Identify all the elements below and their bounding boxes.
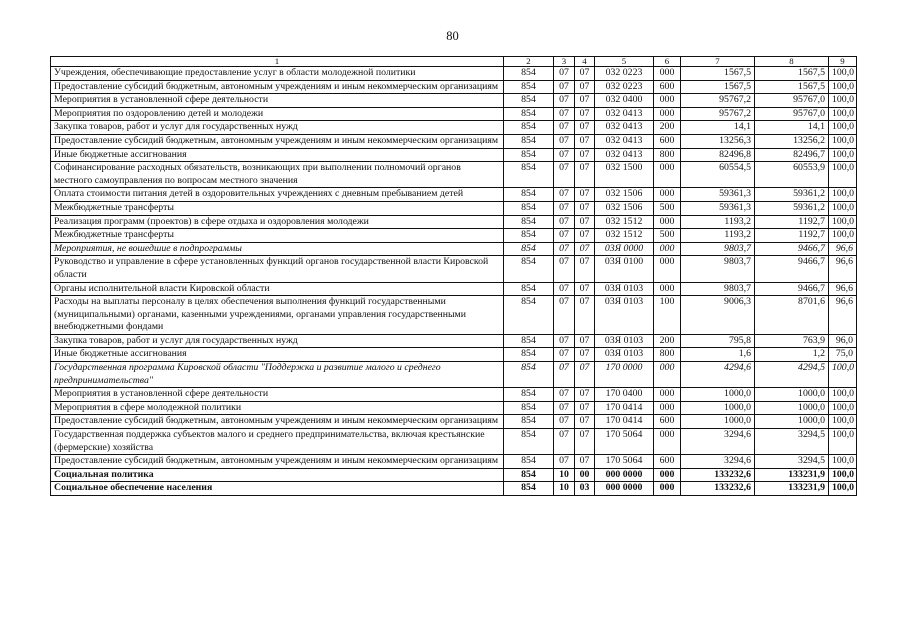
section-code: 07 xyxy=(554,256,575,282)
planned-amount: 59361,3 xyxy=(681,188,755,202)
section-code: 07 xyxy=(554,229,575,243)
planned-amount: 1000,0 xyxy=(681,401,755,415)
expense-name: Мероприятия по оздоровлению детей и молодежи xyxy=(51,107,504,121)
expense-type-code: 600 xyxy=(654,415,681,429)
execution-percent: 100,0 xyxy=(829,107,857,121)
ministry-code: 854 xyxy=(504,107,554,121)
executed-amount: 1192,7 xyxy=(755,229,829,243)
executed-amount: 8701,6 xyxy=(755,296,829,335)
section-code: 07 xyxy=(554,162,575,188)
execution-percent: 100,0 xyxy=(829,80,857,94)
subsection-code: 07 xyxy=(575,80,595,94)
planned-amount: 60554,5 xyxy=(681,162,755,188)
section-code: 07 xyxy=(554,415,575,429)
planned-amount: 82496,8 xyxy=(681,148,755,162)
execution-percent: 100,0 xyxy=(829,429,857,455)
expense-type-code: 000 xyxy=(654,67,681,81)
ministry-code: 854 xyxy=(504,242,554,256)
subsection-code: 07 xyxy=(575,348,595,362)
target-article-code: 032 0413 xyxy=(595,121,654,135)
table-row xyxy=(51,429,857,455)
target-article-code: 000 0000 xyxy=(595,468,654,482)
table-row xyxy=(51,242,857,256)
ministry-code: 854 xyxy=(504,134,554,148)
executed-amount: 82496,7 xyxy=(755,148,829,162)
expense-name: Учреждения, обеспечивающие предоставление услуг в области молодежной политики xyxy=(51,67,504,81)
subsection-code: 03 xyxy=(575,482,595,496)
target-article-code: 032 0223 xyxy=(595,80,654,94)
executed-amount: 1000,0 xyxy=(755,401,829,415)
planned-amount: 1193,2 xyxy=(681,229,755,243)
execution-percent: 100,0 xyxy=(829,229,857,243)
expense-type-code: 000 xyxy=(654,107,681,121)
execution-percent: 100,0 xyxy=(829,134,857,148)
executed-amount: 9466,7 xyxy=(755,256,829,282)
ministry-code: 854 xyxy=(504,201,554,215)
planned-amount: 9803,7 xyxy=(681,282,755,296)
subsection-code: 07 xyxy=(575,388,595,402)
table-row xyxy=(51,80,857,94)
expense-name: Межбюджетные трансферты xyxy=(51,229,504,243)
expense-type-code: 000 xyxy=(654,388,681,402)
expense-name: Иные бюджетные ассигнования xyxy=(51,348,504,362)
target-article-code: 032 1506 xyxy=(595,201,654,215)
execution-percent: 100,0 xyxy=(829,482,857,496)
table-row xyxy=(51,348,857,362)
expense-type-code: 600 xyxy=(654,80,681,94)
planned-amount: 3294,6 xyxy=(681,429,755,455)
executed-amount: 1000,0 xyxy=(755,388,829,402)
executed-amount: 59361,2 xyxy=(755,201,829,215)
planned-amount: 1193,2 xyxy=(681,215,755,229)
planned-amount: 3294,6 xyxy=(681,455,755,469)
section-code: 10 xyxy=(554,482,575,496)
table-row xyxy=(51,67,857,81)
ministry-code: 854 xyxy=(504,348,554,362)
section-code: 07 xyxy=(554,67,575,81)
ministry-code: 854 xyxy=(504,80,554,94)
executed-amount: 60553,9 xyxy=(755,162,829,188)
subsection-code: 07 xyxy=(575,162,595,188)
expense-type-code: 800 xyxy=(654,348,681,362)
planned-amount: 1,6 xyxy=(681,348,755,362)
target-article-code: 170 5064 xyxy=(595,455,654,469)
executed-amount: 1000,0 xyxy=(755,415,829,429)
planned-amount: 133232,6 xyxy=(681,482,755,496)
target-article-code: 032 0413 xyxy=(595,148,654,162)
expense-name: Софинансирование расходных обязательств, возникающих при выполнении полномочий органов местного самоуправления по вопросам местного значения xyxy=(51,162,504,188)
table-row xyxy=(51,415,857,429)
subsection-code: 07 xyxy=(575,415,595,429)
subsection-code: 07 xyxy=(575,134,595,148)
subsection-code: 07 xyxy=(575,334,595,348)
ministry-code: 854 xyxy=(504,296,554,335)
subsection-code: 07 xyxy=(575,148,595,162)
expense-name: Мероприятия в установленной сфере деятельности xyxy=(51,94,504,108)
subsection-code: 07 xyxy=(575,455,595,469)
table-row xyxy=(51,388,857,402)
ministry-code: 854 xyxy=(504,334,554,348)
target-article-code: 032 0413 xyxy=(595,107,654,121)
expense-name: Предоставление субсидий бюджетным, автономным учреждениям и иным некоммерческим организациям xyxy=(51,134,504,148)
executed-amount: 1567,5 xyxy=(755,80,829,94)
expense-name: Мероприятия, не вошедшие в подпрограммы xyxy=(51,242,504,256)
column-number: 1 xyxy=(51,57,504,67)
target-article-code: 032 1512 xyxy=(595,215,654,229)
target-article-code: 170 5064 xyxy=(595,429,654,455)
target-article-code: 03Я 0103 xyxy=(595,334,654,348)
section-code: 07 xyxy=(554,296,575,335)
section-code: 07 xyxy=(554,362,575,388)
page-number: 80 xyxy=(446,29,459,43)
target-article-code: 000 0000 xyxy=(595,482,654,496)
expense-name: Государственная программа Кировской области "Поддержка и развитие малого и среднего предпринимательства" xyxy=(51,362,504,388)
execution-percent: 96,6 xyxy=(829,242,857,256)
expense-name: Иные бюджетные ассигнования xyxy=(51,148,504,162)
execution-percent: 100,0 xyxy=(829,162,857,188)
column-number: 4 xyxy=(575,57,595,67)
ministry-code: 854 xyxy=(504,162,554,188)
section-code: 07 xyxy=(554,401,575,415)
section-code: 07 xyxy=(554,121,575,135)
execution-percent: 100,0 xyxy=(829,67,857,81)
section-code: 07 xyxy=(554,94,575,108)
subsection-code: 07 xyxy=(575,201,595,215)
planned-amount: 95767,2 xyxy=(681,107,755,121)
planned-amount: 9803,7 xyxy=(681,242,755,256)
execution-percent: 100,0 xyxy=(829,415,857,429)
executed-amount: 133231,9 xyxy=(755,468,829,482)
execution-percent: 96,6 xyxy=(829,296,857,335)
planned-amount: 795,8 xyxy=(681,334,755,348)
target-article-code: 032 0400 xyxy=(595,94,654,108)
table-row xyxy=(51,256,857,282)
ministry-code: 854 xyxy=(504,401,554,415)
expense-name: Закупка товаров, работ и услуг для государственных нужд xyxy=(51,334,504,348)
section-code: 07 xyxy=(554,334,575,348)
expense-name: Мероприятия в установленной сфере деятельности xyxy=(51,388,504,402)
execution-percent: 100,0 xyxy=(829,468,857,482)
expense-name: Социальная политика xyxy=(51,468,504,482)
column-number: 2 xyxy=(504,57,554,67)
subsection-code: 07 xyxy=(575,215,595,229)
target-article-code: 170 0414 xyxy=(595,401,654,415)
expense-type-code: 100 xyxy=(654,296,681,335)
expense-name: Органы исполнительной власти Кировской области xyxy=(51,282,504,296)
ministry-code: 854 xyxy=(504,215,554,229)
execution-percent: 96,0 xyxy=(829,334,857,348)
execution-percent: 100,0 xyxy=(829,188,857,202)
table-row xyxy=(51,107,857,121)
table-row xyxy=(51,455,857,469)
execution-percent: 75,0 xyxy=(829,348,857,362)
table-row xyxy=(51,296,857,335)
column-number: 8 xyxy=(755,57,829,67)
execution-percent: 100,0 xyxy=(829,121,857,135)
execution-percent: 100,0 xyxy=(829,215,857,229)
ministry-code: 854 xyxy=(504,148,554,162)
section-code: 07 xyxy=(554,188,575,202)
expense-type-code: 000 xyxy=(654,162,681,188)
expense-name: Предоставление субсидий бюджетным, автономным учреждениям и иным некоммерческим организациям xyxy=(51,455,504,469)
expense-name: Руководство и управление в сфере установленных функций органов государственной власти Кировской области xyxy=(51,256,504,282)
section-code: 07 xyxy=(554,148,575,162)
expense-type-code: 600 xyxy=(654,455,681,469)
target-article-code: 032 0413 xyxy=(595,134,654,148)
target-article-code: 03Я 0103 xyxy=(595,296,654,335)
expense-type-code: 000 xyxy=(654,242,681,256)
table-row xyxy=(51,94,857,108)
table-row xyxy=(51,188,857,202)
expense-name: Реализация программ (проектов) в сфере отдыха и оздоровления молодежи xyxy=(51,215,504,229)
table-row xyxy=(51,468,857,482)
subsection-code: 07 xyxy=(575,121,595,135)
ministry-code: 854 xyxy=(504,94,554,108)
target-article-code: 03Я 0103 xyxy=(595,348,654,362)
table-row xyxy=(51,215,857,229)
column-number: 9 xyxy=(829,57,857,67)
ministry-code: 854 xyxy=(504,188,554,202)
execution-percent: 100,0 xyxy=(829,148,857,162)
planned-amount: 9006,3 xyxy=(681,296,755,335)
planned-amount: 133232,6 xyxy=(681,468,755,482)
planned-amount: 59361,3 xyxy=(681,201,755,215)
target-article-code: 032 0223 xyxy=(595,67,654,81)
subsection-code: 07 xyxy=(575,67,595,81)
executed-amount: 763,9 xyxy=(755,334,829,348)
subsection-code: 07 xyxy=(575,296,595,335)
target-article-code: 032 1512 xyxy=(595,229,654,243)
execution-percent: 100,0 xyxy=(829,388,857,402)
expense-type-code: 000 xyxy=(654,482,681,496)
execution-percent: 96,6 xyxy=(829,282,857,296)
expense-type-code: 000 xyxy=(654,256,681,282)
execution-percent: 100,0 xyxy=(829,94,857,108)
execution-percent: 100,0 xyxy=(829,455,857,469)
expense-name: Предоставление субсидий бюджетным, автономным учреждениям и иным некоммерческим организациям xyxy=(51,415,504,429)
target-article-code: 03Я 0103 xyxy=(595,282,654,296)
executed-amount: 13256,2 xyxy=(755,134,829,148)
subsection-code: 07 xyxy=(575,362,595,388)
execution-percent: 100,0 xyxy=(829,401,857,415)
target-article-code: 03Я 0100 xyxy=(595,256,654,282)
planned-amount: 14,1 xyxy=(681,121,755,135)
budget-table xyxy=(50,56,857,496)
target-article-code: 170 0400 xyxy=(595,388,654,402)
expense-name: Расходы на выплаты персоналу в целях обеспечения выполнения функций государственными (муниципальными) органами, казенными учреждениями, органами управления государственными внебюджетными фондами xyxy=(51,296,504,335)
expense-type-code: 000 xyxy=(654,468,681,482)
expense-type-code: 000 xyxy=(654,215,681,229)
expense-type-code: 200 xyxy=(654,121,681,135)
target-article-code: 170 0414 xyxy=(595,415,654,429)
table-row xyxy=(51,148,857,162)
column-number: 5 xyxy=(595,57,654,67)
ministry-code: 854 xyxy=(504,415,554,429)
table-row xyxy=(51,282,857,296)
expense-type-code: 000 xyxy=(654,282,681,296)
subsection-code: 07 xyxy=(575,282,595,296)
executed-amount: 9466,7 xyxy=(755,242,829,256)
executed-amount: 59361,2 xyxy=(755,188,829,202)
expense-type-code: 500 xyxy=(654,201,681,215)
table-row xyxy=(51,121,857,135)
target-article-code: 03Я 0000 xyxy=(595,242,654,256)
expense-name: Социальное обеспечение населения xyxy=(51,482,504,496)
column-number: 6 xyxy=(654,57,681,67)
planned-amount: 1000,0 xyxy=(681,388,755,402)
section-code: 07 xyxy=(554,348,575,362)
section-code: 07 xyxy=(554,107,575,121)
expense-type-code: 000 xyxy=(654,429,681,455)
target-article-code: 032 1500 xyxy=(595,162,654,188)
table-row xyxy=(51,162,857,188)
table-row xyxy=(51,229,857,243)
section-code: 10 xyxy=(554,468,575,482)
ministry-code: 854 xyxy=(504,362,554,388)
ministry-code: 854 xyxy=(504,455,554,469)
expense-type-code: 000 xyxy=(654,94,681,108)
subsection-code: 07 xyxy=(575,242,595,256)
target-article-code: 032 1506 xyxy=(595,188,654,202)
table-row xyxy=(51,401,857,415)
executed-amount: 133231,9 xyxy=(755,482,829,496)
subsection-code: 07 xyxy=(575,107,595,121)
expense-type-code: 600 xyxy=(654,134,681,148)
ministry-code: 854 xyxy=(504,67,554,81)
executed-amount: 3294,5 xyxy=(755,429,829,455)
planned-amount: 13256,3 xyxy=(681,134,755,148)
ministry-code: 854 xyxy=(504,121,554,135)
executed-amount: 1192,7 xyxy=(755,215,829,229)
expense-name: Предоставление субсидий бюджетным, автономным учреждениям и иным некоммерческим организациям xyxy=(51,80,504,94)
section-code: 07 xyxy=(554,80,575,94)
section-code: 07 xyxy=(554,429,575,455)
planned-amount: 1000,0 xyxy=(681,415,755,429)
executed-amount: 95767,0 xyxy=(755,107,829,121)
section-code: 07 xyxy=(554,215,575,229)
executed-amount: 3294,5 xyxy=(755,455,829,469)
expense-name: Мероприятия в сфере молодежной политики xyxy=(51,401,504,415)
ministry-code: 854 xyxy=(504,282,554,296)
expense-name: Закупка товаров, работ и услуг для государственных нужд xyxy=(51,121,504,135)
planned-amount: 1567,5 xyxy=(681,67,755,81)
planned-amount: 1567,5 xyxy=(681,80,755,94)
planned-amount: 95767,2 xyxy=(681,94,755,108)
subsection-code: 07 xyxy=(575,429,595,455)
ministry-code: 854 xyxy=(504,256,554,282)
ministry-code: 854 xyxy=(504,229,554,243)
executed-amount: 4294,5 xyxy=(755,362,829,388)
execution-percent: 100,0 xyxy=(829,201,857,215)
section-code: 07 xyxy=(554,242,575,256)
column-number: 7 xyxy=(681,57,755,67)
subsection-code: 07 xyxy=(575,188,595,202)
expense-type-code: 000 xyxy=(654,362,681,388)
ministry-code: 854 xyxy=(504,388,554,402)
executed-amount: 14,1 xyxy=(755,121,829,135)
ministry-code: 854 xyxy=(504,482,554,496)
planned-amount: 9803,7 xyxy=(681,256,755,282)
subsection-code: 07 xyxy=(575,229,595,243)
ministry-code: 854 xyxy=(504,468,554,482)
expense-name: Оплата стоимости питания детей в оздоровительных учреждениях с дневным пребыванием детей xyxy=(51,188,504,202)
section-code: 07 xyxy=(554,388,575,402)
executed-amount: 9466,7 xyxy=(755,282,829,296)
expense-name: Межбюджетные трансферты xyxy=(51,201,504,215)
executed-amount: 1567,5 xyxy=(755,67,829,81)
executed-amount: 1,2 xyxy=(755,348,829,362)
expense-type-code: 000 xyxy=(654,188,681,202)
subsection-code: 07 xyxy=(575,94,595,108)
ministry-code: 854 xyxy=(504,429,554,455)
expense-type-code: 200 xyxy=(654,334,681,348)
expense-name: Государственная поддержка субъектов малого и среднего предпринимательства, включая крестьянские (фермерские) хозяйства xyxy=(51,429,504,455)
table-row xyxy=(51,362,857,388)
expense-type-code: 500 xyxy=(654,229,681,243)
subsection-code: 07 xyxy=(575,256,595,282)
section-code: 07 xyxy=(554,134,575,148)
table-row xyxy=(51,482,857,496)
table-row xyxy=(51,134,857,148)
execution-percent: 100,0 xyxy=(829,362,857,388)
execution-percent: 96,6 xyxy=(829,256,857,282)
column-number: 3 xyxy=(554,57,575,67)
expense-type-code: 800 xyxy=(654,148,681,162)
expense-type-code: 000 xyxy=(654,401,681,415)
planned-amount: 4294,6 xyxy=(681,362,755,388)
section-code: 07 xyxy=(554,201,575,215)
subsection-code: 07 xyxy=(575,401,595,415)
subsection-code: 00 xyxy=(575,468,595,482)
section-code: 07 xyxy=(554,282,575,296)
table-row xyxy=(51,201,857,215)
column-number-row xyxy=(51,57,857,67)
target-article-code: 170 0000 xyxy=(595,362,654,388)
executed-amount: 95767,0 xyxy=(755,94,829,108)
section-code: 07 xyxy=(554,455,575,469)
table-row xyxy=(51,334,857,348)
